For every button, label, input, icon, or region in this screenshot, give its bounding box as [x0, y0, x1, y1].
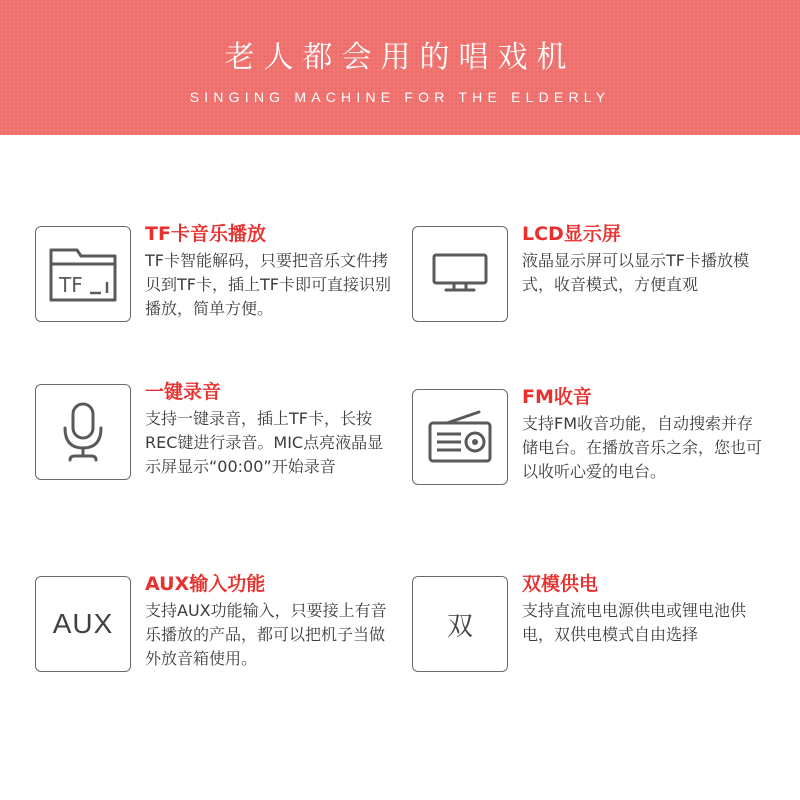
page-subtitle: SINGING MACHINE FOR THE ELDERLY — [189, 89, 611, 105]
dual-power-icon-box — [412, 576, 508, 672]
tf-icon-text: TF — [59, 273, 83, 297]
dual-power-text-icon: 双 — [446, 611, 473, 642]
feature-title: 一键录音 — [145, 381, 222, 403]
feature-title: LCD显示屏 — [522, 223, 621, 245]
radio-icon — [427, 409, 493, 465]
feature-description: 支持一键录音，插上TF卡，长按REC键进行录音。MIC点亮液晶显示屏显示“00:00”开始录音 — [145, 409, 384, 476]
feature-dual-power — [412, 572, 772, 692]
feature-aux-input — [35, 572, 395, 692]
tf-card-folder-icon — [47, 244, 119, 304]
feature-title: TF卡音乐播放 — [145, 223, 266, 245]
feature-lcd-display — [412, 222, 772, 342]
feature-description: 支持FM收音功能，自动搜索并存储电台。在播放音乐之余，您也可以收听心爱的电台。 — [522, 414, 763, 481]
feature-description: 液晶显示屏可以显示TF卡播放模式，收音模式，方便直观 — [522, 251, 749, 294]
aux-text-icon: AUX — [52, 608, 114, 639]
feature-fm-radio — [412, 385, 772, 505]
microphone-icon — [58, 400, 108, 464]
feature-tf-card — [35, 222, 395, 342]
tf-card-icon-box — [35, 226, 131, 322]
aux-icon-box — [35, 576, 131, 672]
feature-title: AUX输入功能 — [145, 573, 266, 595]
monitor-icon — [430, 252, 490, 296]
feature-one-key-record — [35, 380, 395, 500]
feature-description: 支持直流电电源供电或锂电池供电，双供电模式自由选择 — [522, 601, 747, 644]
page-title: 老人都会用的唱戏机 — [224, 40, 576, 75]
feature-description: TF卡智能解码，只要把音乐文件拷贝到TF卡，插上TF卡即可直接识别播放，简单方便。 — [145, 251, 391, 318]
lcd-icon-box — [412, 226, 508, 322]
header-banner — [0, 0, 800, 135]
microphone-icon-box — [35, 384, 131, 480]
feature-description: 支持AUX功能输入，只要接上有音乐播放的产品，都可以把机子当做外放音箱使用。 — [145, 601, 387, 668]
feature-title: FM收音 — [522, 386, 592, 408]
radio-icon-box — [412, 389, 508, 485]
feature-title: 双模供电 — [522, 573, 599, 595]
